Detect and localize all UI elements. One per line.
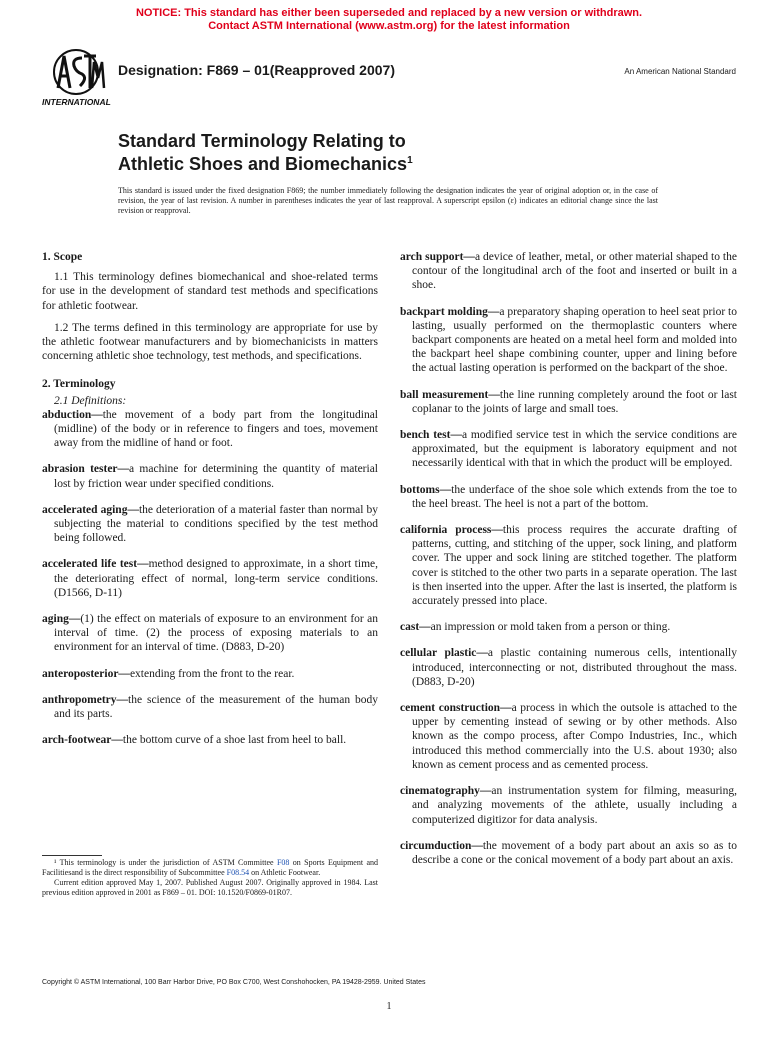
definition-term: arch support— [400, 251, 475, 263]
definition-entry [400, 305, 737, 376]
scope-paragraph-2: 1.2 The terms defined in this terminology are appropriate for use by the athletic footwear manufacturers and by biomechanicists in matters concerning athletic shoe technology, test methods, and specifications. [42, 321, 378, 363]
designation: Designation: F869 – 01(Reapproved 2007) [118, 62, 395, 78]
definition-term: arch-footwear— [42, 734, 123, 747]
definition-term: aging— [42, 613, 81, 626]
definitions-label [42, 394, 378, 408]
definition-entry [400, 784, 737, 827]
definition-text: a modified service test in which the service conditions are approximated, but the equipment is laboratory equipment and not necessarily identical with that in which the product will be employed. [412, 429, 737, 470]
astm-logo-icon [40, 48, 112, 108]
title-line-2 [118, 151, 413, 174]
definitions-label-text: 2.1 Definitions: [54, 394, 127, 407]
footnote-text-c: on Athletic Footwear. [249, 868, 321, 877]
definition-entry [42, 462, 378, 490]
definition-term: bottoms— [400, 483, 452, 496]
definition-entry [400, 839, 737, 867]
definition-term: abduction— [42, 408, 103, 421]
definition-entry [400, 483, 737, 511]
definition-text: a preparatory shaping operation to heel seat prior to lasting, usually performed on the thermoplastic counters where backpart components are heated on a metal heel form and molded into the backpart heel shape combining counter, upper and lining before the actual lasting operation is performed on the backpart of the shoe. [412, 305, 737, 375]
definition-entry [400, 646, 737, 689]
astm-logo [40, 48, 112, 108]
footnote-text-b: on Sports Equipment and Facilitiesand is the direct responsibility of Subcommittee [42, 858, 378, 877]
definition-entry [42, 733, 378, 747]
withdrawal-notice [0, 7, 778, 33]
notice-line-1: NOTICE: This standard has either been superseded and replaced by a new version or withdrawn. [135, 7, 643, 19]
page-number: 1 [386, 1001, 392, 1012]
footnote-paragraph-1 [42, 858, 378, 878]
title-line-1: Standard Terminology Relating to [118, 131, 406, 151]
title-line-2-text: Athletic Shoes and Biomechanics [118, 154, 408, 174]
issue-note: This standard is issued under the fixed designation F869; the number immediately following the designation indicates the year of original adoption or, in the case of revision, the year of last revision. A number in parentheses indicates the year of last reapproval. A superscript epsilon (ε) indicates an editorial change since the last revision or reapproval. [118, 186, 658, 215]
left-column [42, 250, 378, 759]
footnote [42, 858, 378, 898]
copyright: Copyright © ASTM International, 100 Barr Harbor Drive, PO Box C700, West Conshohocken, PA 19428-2959. United States [42, 979, 426, 986]
american-national-standard-label: An American National Standard [624, 67, 736, 76]
definition-term: california process— [400, 524, 503, 537]
footnote-text-a: ¹ This terminology is under the jurisdiction of ASTM Committee [54, 858, 277, 867]
title-footnote-ref: 1 [407, 155, 413, 166]
committee-link[interactable]: F08 [276, 858, 290, 867]
definition-text: the underface of the shoe sole which extends from the toe to the heel breast. The heel is not a part of the bottom. [412, 483, 737, 510]
definition-term: ball measurement— [400, 388, 500, 401]
definition-entry [42, 557, 378, 600]
definition-term: cement construction— [400, 702, 512, 715]
definition-term: backpart molding— [400, 305, 500, 318]
definition-term: cellular plastic— [400, 647, 488, 660]
definition-entry [400, 250, 737, 293]
definition-entry [42, 408, 378, 451]
notice-line-2: Contact ASTM International (www.astm.org) for the latest information [208, 20, 570, 32]
definition-text: extending from the front to the rear. [129, 667, 295, 680]
footnote-paragraph-2: Current edition approved May 1, 2007. Published August 2007. Originally approved in 1984. Last previous edition approved in 2001 as F869 – 01. DOI: 10.1520/F0869-01R07. [42, 878, 378, 897]
definition-entry [42, 693, 378, 721]
scope-paragraph-1: 1.1 This terminology defines biomechanical and shoe-related terms for use in the development of standard test methods and specifications for athletic footwear. [42, 271, 378, 312]
definition-text: a process in which the outsole is attached to the upper by cementing instead of sewing or by other methods. Also known as the compo process, after Compo Industries, Inc., which introduced this method commercially into the U.S. about 1930; also known as cement process and as cemented process. [412, 702, 738, 771]
definition-term: abrasion tester— [42, 463, 130, 476]
definition-text: the bottom curve of a shoe last from heel to ball. [122, 734, 347, 747]
definition-entry [42, 667, 378, 681]
document-title [118, 132, 413, 174]
definition-term: anthropometry— [42, 693, 129, 706]
definition-term: circumduction— [400, 839, 483, 852]
definition-text: method designed to approximate, in a short time, the deteriorating effect of normal, long-term service conditions. (D1566, D-11) [54, 558, 378, 599]
definition-text: a device of leather, metal, or other material shaped to the contour of the longitudinal arch of the foot and inserted or built in a shoe. [412, 251, 737, 292]
definition-term: cinematography— [400, 785, 492, 798]
scope-heading: 1. Scope [42, 251, 83, 263]
definition-entry [400, 388, 737, 416]
definition-text: an instrumentation system for filming, measuring, and analyzing movements of the athlete, usually including a computerized digitizor for data analysis. [412, 785, 737, 826]
definition-entry [400, 428, 737, 471]
definitions-list-right [400, 250, 737, 867]
definition-text: this process requires the accurate drafting of patterns, cutting, and stitching of the upper, sock lining, and platform cover. The upper and sock lining are stitched together. The platform cover is stitched to the other two parts in a separate operation. The last is then inserted into the upper. After the last is inserted, the platform is accurately pressed into place. [412, 524, 737, 608]
definitions-list-left [42, 408, 378, 748]
right-column [400, 250, 737, 879]
definition-text: the deterioration of a material faster than normal by subjecting the material to conditions specified by the test method being followed. [54, 503, 378, 545]
definition-text: the science of the measurement of the human body and its parts. [54, 693, 378, 721]
definition-term: bench test— [400, 429, 462, 442]
definition-term: cast— [400, 621, 431, 634]
logo-wordmark: INTERNATIONAL [42, 97, 111, 107]
footnote-divider [42, 855, 102, 856]
definition-term: accelerated life test— [42, 558, 149, 571]
definition-entry [42, 612, 378, 655]
definition-text: the movement of a body part from the longitudinal (midline) of the body or in reference to fingers and toes, movement away from the midline of hand or foot. [54, 408, 378, 450]
definition-term: anteroposterior— [42, 667, 130, 680]
terminology-heading: 2. Terminology [42, 378, 116, 391]
definition-text: an impression or mold taken from a person or thing. [430, 621, 671, 634]
definition-text: the line running completely around the foot or last coplanar to the joints of large and small toes. [412, 388, 737, 415]
definition-term: accelerated aging— [42, 503, 139, 516]
definition-entry [400, 523, 737, 608]
definition-text: the movement of a body part about an axis so as to describe a cone or the conical movement of a body part about an axis. [412, 839, 737, 866]
subcommittee-link[interactable]: F08.54 [226, 868, 250, 877]
definition-entry [400, 701, 737, 772]
definition-entry [42, 503, 378, 546]
definition-entry [400, 620, 737, 634]
definition-text: a plastic containing numerous cells, intentionally introduced, interconnecting or not, distributed throughout the mass. (D883, D-20) [412, 647, 737, 688]
definition-text: a machine for determining the quantity of material lost by friction wear under specified conditions. [54, 463, 379, 490]
definition-text: (1) the effect on materials of exposure to an environment for an interval of time. (2) the process of exposing materials to an environment for an interval of time. (D883, D-20) [54, 613, 378, 654]
